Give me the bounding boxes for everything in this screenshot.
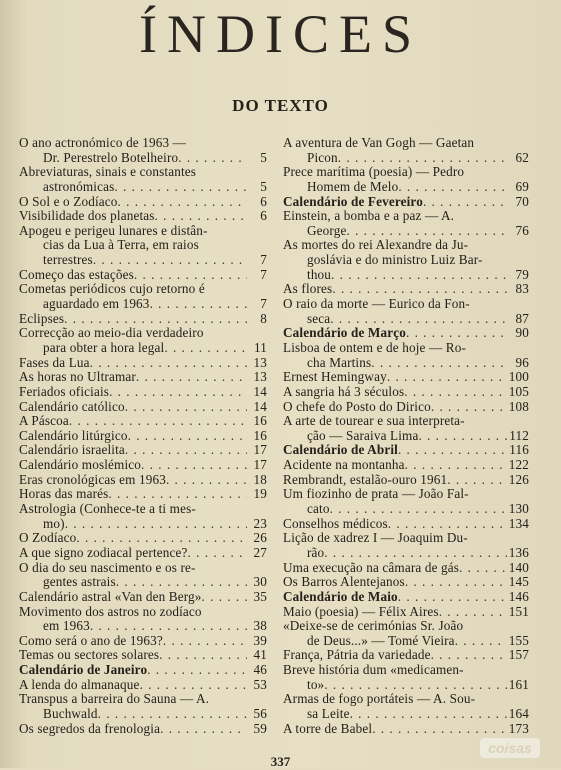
entry-title-line: terrestres <box>43 253 93 268</box>
entry-title-line: Calendário israelita <box>19 443 125 458</box>
entry-title-line: As flores <box>283 282 333 297</box>
index-column-right <box>283 136 529 736</box>
entry-title-line: Lisboa de ontem e de hoje — Ro- <box>283 340 467 355</box>
entry-page-number: 126 <box>508 472 529 487</box>
entry-title-line: Fases da Lua <box>19 355 90 370</box>
entry-title-line: rão <box>307 545 325 560</box>
dot-leader <box>459 561 507 576</box>
entry-title-line: As horas no Ultramar <box>19 370 136 385</box>
entry-title-line: Eclipses <box>19 311 65 326</box>
index-entry <box>19 429 267 444</box>
index-entry <box>19 414 267 429</box>
index-entry <box>283 722 529 737</box>
entry-title-line: Picon <box>307 150 338 165</box>
section-subtitle: DO TEXTO <box>232 96 329 115</box>
dot-leader <box>431 648 507 663</box>
index-entry <box>19 443 267 458</box>
index-entry <box>283 326 529 341</box>
page-title: ÍNDICES <box>139 4 422 64</box>
entry-title-line: Calendário de Maio <box>283 589 398 604</box>
entry-title-line: mo) <box>43 516 65 531</box>
dot-leader <box>93 253 247 268</box>
dot-leader <box>125 400 247 415</box>
entry-page-number: 76 <box>515 223 529 238</box>
dot-leader <box>76 531 247 546</box>
dot-leader <box>128 429 247 444</box>
entry-title-line: Como será o ano de 1963? <box>19 633 163 648</box>
index-entry <box>283 370 529 385</box>
index-entry <box>19 473 267 488</box>
entry-page-number: 161 <box>508 677 529 692</box>
dot-leader <box>372 722 507 737</box>
entry-page-number: 164 <box>508 706 529 721</box>
index-entry <box>19 561 267 590</box>
dot-leader <box>159 648 247 663</box>
entry-page-number: 151 <box>508 604 529 619</box>
entry-page-number: 6 <box>260 194 267 209</box>
entry-page-number: 100 <box>508 370 529 385</box>
dot-leader <box>388 517 507 532</box>
index-entry <box>19 268 267 283</box>
entry-page-number: 35 <box>253 589 267 604</box>
index-entry <box>19 195 267 210</box>
dot-leader <box>109 385 247 400</box>
entry-page-number: 7 <box>260 297 267 312</box>
entry-page-number: 136 <box>508 545 529 560</box>
entry-page-number: 13 <box>253 370 267 385</box>
entry-page-number: 112 <box>509 428 529 443</box>
dot-leader <box>163 634 247 649</box>
entry-page-number: 5 <box>260 179 267 194</box>
entry-title-line: em 1963 <box>43 619 90 634</box>
dot-leader <box>155 209 247 224</box>
entry-page-number: 6 <box>260 209 267 224</box>
entry-page-number: 96 <box>515 355 529 370</box>
entry-title-line: Conselhos médicos <box>283 516 388 531</box>
index-entry <box>283 648 529 663</box>
index-entry <box>19 224 267 268</box>
dot-leader <box>455 634 507 649</box>
entry-title-line: cato <box>307 502 330 517</box>
entry-title-line: Homem de Melo <box>307 179 399 194</box>
entry-page-number: 14 <box>253 399 267 414</box>
index-entry <box>19 385 267 400</box>
entry-page-number: 59 <box>253 721 267 736</box>
entry-title-line: Calendário de Março <box>283 326 406 341</box>
index-entry <box>283 531 529 560</box>
entry-title-line: França, Pátria da variedade <box>283 648 431 663</box>
index-entry <box>283 238 529 282</box>
dot-leader <box>423 195 509 210</box>
dot-leader <box>125 443 247 458</box>
dot-leader <box>166 473 247 488</box>
entry-page-number: 157 <box>508 648 529 663</box>
entry-page-number: 17 <box>253 458 267 473</box>
index-entry <box>283 282 529 297</box>
dot-leader <box>114 180 247 195</box>
entry-page-number: 41 <box>253 648 267 663</box>
entry-page-number: 134 <box>508 516 529 531</box>
entry-title-line: Einstein, a bomba e a paz — A. <box>283 209 455 224</box>
entry-title-line: A que signo zodiacal pertence? <box>19 545 188 560</box>
dot-leader <box>350 707 507 722</box>
index-entry <box>283 165 529 194</box>
entry-page-number: 90 <box>515 326 529 341</box>
entry-page-number: 26 <box>253 531 267 546</box>
entry-title-line: George <box>307 223 347 238</box>
dot-leader <box>188 546 247 561</box>
index-entry <box>283 400 529 415</box>
index-entry <box>283 341 529 370</box>
entry-page-number: 53 <box>253 677 267 692</box>
entry-title-line: de Deus...» — Tomé Vieira <box>307 633 455 648</box>
entry-title-line: cias da Lua à Terra, em raios <box>43 238 199 253</box>
entry-title-line: Calendário de Abril <box>283 443 398 458</box>
index-entry <box>283 487 529 516</box>
entry-title-line: Começo das estações <box>19 267 134 282</box>
index-entry <box>19 370 267 385</box>
index-entry <box>283 385 529 400</box>
index-entry <box>19 400 267 415</box>
index-entry <box>19 165 267 194</box>
entry-title-line: Feriados oficiais <box>19 384 110 399</box>
entry-title-line: Calendário astral «Van den Berg» <box>19 589 202 604</box>
index-entry <box>19 692 267 721</box>
entry-title-line: Buchwald <box>43 706 98 721</box>
entry-page-number: 18 <box>253 472 267 487</box>
entry-page-number: 14 <box>253 384 267 399</box>
dot-leader <box>164 341 247 356</box>
index-entry <box>19 546 267 561</box>
entry-title-line: A sangria há 3 séculos <box>283 384 405 399</box>
dot-leader <box>90 356 247 371</box>
entry-title-line: Lição de xadrez I — Joaquim Du- <box>283 531 468 546</box>
entry-title-line: Calendário moslémico <box>19 458 142 473</box>
entry-title-line: Armas de fogo portáteis — A. Sou- <box>283 692 476 707</box>
entry-page-number: 56 <box>253 706 267 721</box>
index-entry <box>19 356 267 371</box>
dot-leader <box>398 443 507 458</box>
dot-leader <box>338 151 509 166</box>
entry-title-line: Maio (poesia) — Félix Aires <box>283 604 439 619</box>
entry-page-number: 83 <box>515 282 529 297</box>
entry-title-line: astronómicas <box>43 179 115 194</box>
dot-leader <box>150 297 247 312</box>
entry-title-line: A aventura de Van Gogh — Gaetan <box>283 136 475 150</box>
dot-leader <box>431 400 507 415</box>
entry-page-number: 11 <box>254 340 267 355</box>
entry-title-line: O Zodíaco <box>19 531 77 546</box>
dot-leader <box>324 678 506 693</box>
index-entry <box>283 517 529 532</box>
entry-page-number: 17 <box>253 443 267 458</box>
dot-leader <box>371 356 509 371</box>
entry-title-line: Transpus a barreira do Sauna — A. <box>19 692 210 707</box>
dot-leader <box>140 678 247 693</box>
entry-title-line: to» <box>307 677 325 692</box>
index-entry <box>283 297 529 326</box>
index-entry <box>19 458 267 473</box>
dot-leader <box>108 487 247 502</box>
entry-title-line: Ernest Hemingway <box>283 370 387 385</box>
dot-leader <box>439 605 507 620</box>
index-entry <box>19 634 267 649</box>
entry-title-line: Abreviaturas, sinais e constantes <box>19 165 197 180</box>
entry-page-number: 19 <box>253 487 267 502</box>
entry-title-line: seca <box>307 311 331 326</box>
entry-title-line: Breve história dum «medicamen- <box>283 663 464 678</box>
index-entry <box>283 414 529 443</box>
entry-title-line: O Sol e o Zodíaco <box>19 194 118 209</box>
entry-title-line: O raio da morte — Eurico da Fon- <box>283 297 470 312</box>
entry-title-line: goslávia e do ministro Luiz Bar- <box>307 253 483 268</box>
dot-leader <box>160 722 247 737</box>
watermark-logo: coisas <box>480 738 540 758</box>
dot-leader <box>147 663 247 678</box>
entry-title-line: gentes astrais <box>43 575 116 590</box>
entry-title-line: Uma execução na câmara de gás <box>283 560 460 575</box>
page-number: 337 <box>270 754 291 769</box>
entry-page-number: 13 <box>253 355 267 370</box>
entry-page-number: 173 <box>508 721 529 736</box>
entry-title-line: A torre de Babel <box>283 721 373 736</box>
index-entry <box>283 605 529 620</box>
dot-leader <box>118 195 247 210</box>
entry-title-line: Apogeu e perigeu lunares e distân- <box>19 223 208 238</box>
entry-title-line: Dr. Perestrelo Botelheiro <box>43 150 179 165</box>
dot-leader <box>136 370 247 385</box>
entry-page-number: 116 <box>509 443 529 458</box>
dot-leader <box>134 268 247 283</box>
entry-page-number: 130 <box>508 502 529 517</box>
entry-title-line: O dia do seu nascimento e os re- <box>19 560 196 575</box>
index-entry <box>283 443 529 458</box>
index-entry <box>19 209 267 224</box>
entry-page-number: 16 <box>253 428 267 443</box>
index-entry <box>19 502 267 531</box>
dot-leader <box>346 224 509 239</box>
entry-title-line: Rembrandt, estalão-ouro 1961 <box>283 472 448 487</box>
index-entry <box>283 561 529 576</box>
index-entry <box>19 326 267 355</box>
entry-page-number: 7 <box>260 267 267 282</box>
entry-page-number: 30 <box>253 575 267 590</box>
entry-title-line: Correcção ao meio-dia verdadeiro <box>19 326 204 341</box>
dot-leader <box>90 619 247 634</box>
index-entry <box>283 136 529 165</box>
entry-title-line: cha Martins <box>307 355 372 370</box>
entry-title-line: Acidente na montanha <box>283 458 405 473</box>
dot-leader <box>116 575 247 590</box>
index-entry <box>19 678 267 693</box>
entry-title-line: Calendário católico <box>19 399 125 414</box>
entry-page-number: 46 <box>253 663 267 678</box>
dot-leader <box>398 180 509 195</box>
entry-title-line: para obter a hora legal <box>43 340 165 355</box>
entry-title-line: Calendário litúrgico <box>19 428 128 443</box>
dot-leader <box>447 473 507 488</box>
index-entry <box>19 312 267 327</box>
entry-title-line: Calendário de Janeiro <box>19 663 148 678</box>
index-entry <box>19 487 267 502</box>
dot-leader <box>141 458 247 473</box>
dot-leader <box>202 590 247 605</box>
dot-leader <box>418 429 507 444</box>
dot-leader <box>324 546 506 561</box>
index-entry <box>19 663 267 678</box>
entry-title-line: «Deixe-se de cerimónias Sr. João <box>283 619 464 634</box>
entry-title-line: A arte de tourear e sua interpreta- <box>283 414 465 429</box>
index-entry <box>19 590 267 605</box>
entry-title-line: O chefe do Posto do Dirico <box>283 399 431 414</box>
dot-leader <box>330 312 509 327</box>
entry-page-number: 23 <box>253 516 267 531</box>
index-entry <box>283 473 529 488</box>
entry-title-line: Movimento dos astros no zodíaco <box>19 604 202 619</box>
index-entry <box>19 605 267 634</box>
entry-title-line: Os Barros Alentejanos <box>283 575 405 590</box>
entry-title-line: Eras cronológicas em 1963 <box>19 472 166 487</box>
entry-title-line: thou <box>307 267 332 282</box>
index-entry <box>283 692 529 721</box>
entry-page-number: 16 <box>253 414 267 429</box>
dot-leader <box>398 590 507 605</box>
index-entry <box>283 575 529 590</box>
entry-title-line: Visibilidade dos planetas <box>19 209 155 224</box>
index-entry <box>19 136 267 165</box>
entry-title-line: A Páscoa <box>19 414 69 429</box>
dot-leader <box>332 282 509 297</box>
entry-page-number: 69 <box>515 179 529 194</box>
index-entry <box>283 619 529 648</box>
dot-leader <box>98 707 247 722</box>
entry-page-number: 7 <box>260 253 267 268</box>
dot-leader <box>65 517 247 532</box>
dot-leader <box>404 385 507 400</box>
entry-page-number: 108 <box>508 399 529 414</box>
entry-title-line: Horas das marés <box>19 487 109 502</box>
entry-title-line: sa Leite <box>307 706 350 721</box>
entry-page-number: 38 <box>253 619 267 634</box>
entry-page-number: 140 <box>508 560 529 575</box>
index-entry <box>19 648 267 663</box>
index-column-left <box>19 136 267 736</box>
entry-title-line: Os segredos da frenologia <box>19 721 161 736</box>
entry-page-number: 39 <box>253 633 267 648</box>
entry-title-line: Temas ou sectores solares <box>19 648 160 663</box>
entry-title-line: A lenda do almanaque <box>19 677 140 692</box>
index-entry <box>283 195 529 210</box>
entry-page-number: 79 <box>515 267 529 282</box>
index-entry <box>19 282 267 311</box>
index-entry <box>283 209 529 238</box>
dot-leader <box>406 326 509 341</box>
entry-page-number: 62 <box>515 150 529 165</box>
dot-leader <box>64 312 247 327</box>
entry-title-line: O ano actronómico de 1963 — <box>19 136 187 150</box>
entry-page-number: 27 <box>253 545 267 560</box>
entry-title-line: Astrologia (Conhece-te a ti mes- <box>19 502 196 517</box>
index-entry <box>283 590 529 605</box>
index-entry <box>283 458 529 473</box>
index-entry <box>19 531 267 546</box>
index-entry <box>283 663 529 692</box>
entry-title-line: Cometas periódicos cujo retorno é <box>19 282 205 297</box>
entry-page-number: 87 <box>515 311 529 326</box>
entry-page-number: 122 <box>508 458 529 473</box>
dot-leader <box>69 414 247 429</box>
entry-page-number: 155 <box>508 633 529 648</box>
entry-title-line: aguardado em 1963 <box>43 297 150 312</box>
dot-leader <box>178 151 247 166</box>
entry-page-number: 5 <box>260 150 267 165</box>
entry-title-line: As mortes do rei Alexandre da Ju- <box>283 238 469 253</box>
entry-page-number: 8 <box>260 311 267 326</box>
dot-leader <box>405 458 507 473</box>
entry-page-number: 105 <box>508 384 529 399</box>
dot-leader <box>331 268 509 283</box>
dot-leader <box>387 370 507 385</box>
entry-title-line: Prece marítima (poesia) — Pedro <box>283 165 465 180</box>
entry-title-line: Calendário de Fevereiro <box>283 194 423 209</box>
entry-page-number: 70 <box>515 194 529 209</box>
index-entry <box>19 722 267 737</box>
entry-page-number: 146 <box>508 589 529 604</box>
entry-title-line: Um fiozinho de prata — João Fal- <box>283 487 469 502</box>
dot-leader <box>405 575 507 590</box>
entry-page-number: 145 <box>508 575 529 590</box>
entry-title-line: ção — Saraiva Lima <box>307 428 419 443</box>
dot-leader <box>330 502 507 517</box>
